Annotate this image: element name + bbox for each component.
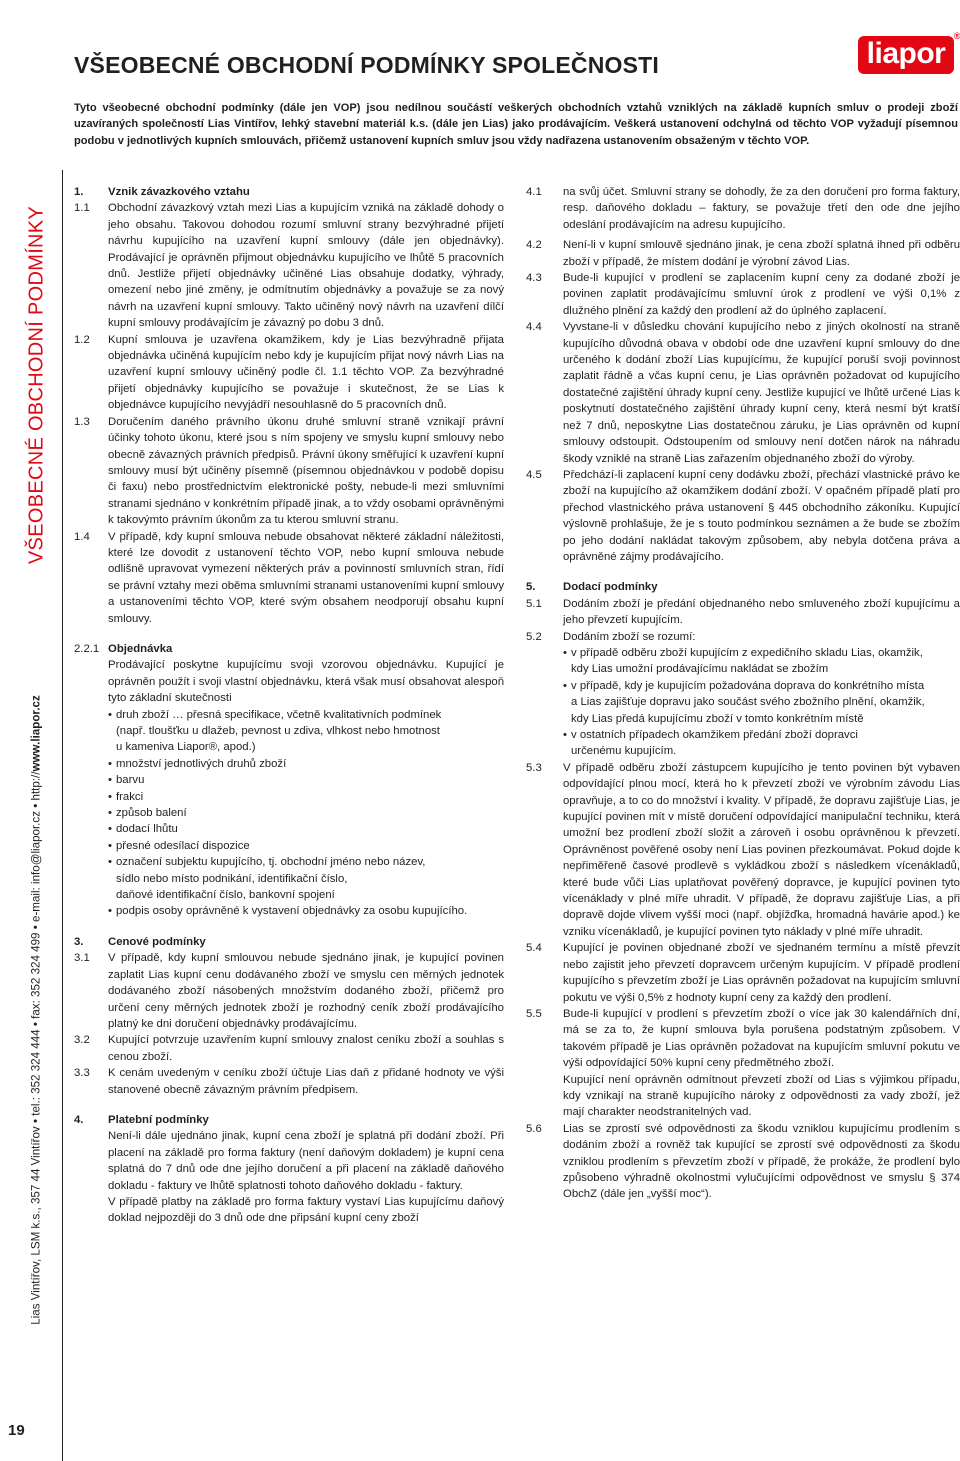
order-item-bullet: • frakci (108, 789, 504, 805)
section-4-text (74, 1128, 504, 1226)
clause-4-5 (526, 467, 960, 565)
contact-text: Lias Vintířov, LSM k.s., 357 44 Vintířov • tel.: 352 324 444 • fax: 352 324 499 • e-mail: info@liapor.cz • http:// (29, 771, 43, 1325)
clause-number: 3.2 (74, 1034, 90, 1047)
clause-text: Bude-li kupující v prodlení s převzetím zboží o více jak 30 kalendářních dní, má se za to, že kupní smlouva byla porušena podstatným způsobem. V takovém případě je Lias oprávněn požadovat na kupujícím smluvní pokutu ve výši odpovídající 50% kupní ceny předmětného zboží. (563, 1007, 960, 1070)
clause-number: 4.3 (526, 272, 542, 285)
clause-4-4 (526, 319, 960, 467)
section-number: 4. (74, 1113, 84, 1126)
spacer (74, 627, 504, 641)
clause-text: K cenám uvedeným v ceníku zboží účtuje Lias daň z přidané hodnoty ve výši stanovené obecně závazným právním předpisem. (108, 1067, 504, 1096)
clause-number: 1.4 (74, 530, 90, 543)
vertical-divider (62, 170, 63, 1461)
clause-4-1 (526, 184, 960, 233)
clause-text: Vyvstane-li v důsledku chování kupujícího nebo z jiných okolností na straně kupujícího důvodná obava v období ode dne uzavření kupní smlouvy do dne určeného k dodání zboží Lias kupujícímu, že kupující poruší svoji povinnost zaplatit řádně a včas kupní cenu, je Lias oprávněn požadovat od kupujícího dostatečné zajištění úhrady kupní ceny. Jestliže kupující ve lhůtě určené Lias k poskytnutí dostatečného zajištění úhrady kupní ceny, která nesmí být kratší než 7 dnů, neposkytne Lias dostatečnou záruku, je Lias oprávněn od kupní smlouvy odstoupit. Odstoupením od smlouvy není dotčen nárok na náhradu škody vzniklé na straně Lias zařazením objednaného zboží do výroby. (563, 321, 960, 465)
clause-text: V případě, kdy kupní smlouva nebude obsahovat některé základní náležitosti, které lze dovodit z ustanovení těchto VOP, nebo kupní smlouva nebude odlišně upravovat vymezení některých práv a povinností smluvních stran, řídí se právní vztahy mezi oběma smluvními stranami ustanoveními kupní smlouvy a ustanoveními těchto VOP, které svým obsahem neodporují obsahu kupní smlouvy. (108, 530, 504, 625)
order-item-bullet: • druh zboží … přesná specifikace, včetně kvalitativních podmínek (např. tloušťku u dlažeb, pevnost u zdiva, vlhkost nebo hmotnost u kameniva Liapor®, apod.) (108, 707, 504, 756)
clause-number: 1.2 (74, 333, 90, 346)
clause-5-2 (526, 629, 960, 760)
section-title: Vznik závazkového vztahu (108, 186, 250, 198)
clause-number: 2.2.1 (74, 642, 100, 655)
clause-number: 5.1 (526, 597, 542, 610)
order-item-bullet: • označení subjektu kupujícího, tj. obchodní jméno nebo název, sídlo nebo místo podnikání, identifikační číslo, daňové identifikační číslo, bankovní spojení (108, 854, 504, 903)
clause-5-3 (526, 760, 960, 940)
clause-4-3 (526, 270, 960, 319)
clause-text: Není-li dále ujednáno jinak, kupní cena zboží je splatná při dodání zboží. Při placení na základě pro forma faktury (není daňovým dokladem) je kupní cena splatná do 7 dnů ode dne jejího doručení a při placení na základě daňového dokladu - faktury ve lhůtě splatnosti tohoto daňového dokladu - faktury. (108, 1130, 504, 1192)
section-number: 3. (74, 935, 84, 948)
clause-text: Předchází-li zaplacení kupní ceny dodávku zboží, přechází vlastnické právo ke zboží na kupujícího až okamžikem dodání zboží. V opačném případě platí pro přechod vlastnického práva ustanovení § 445 obchodního zákoníku. Kupující výslovně prohlašuje, že je s touto podmínkou seznámen a že bude se zbožím po jeho dodání nakládat takovým způsobem, aby nebyla dotčena práva a oprávněné zájmy prodávajícího. (563, 468, 960, 563)
clause-text: Není-li v kupní smlouvě sjednáno jinak, je cena zboží splatná ihned při odběru zboží v případě, že místem dodání je výrobní závod Lias. (563, 239, 960, 268)
clause-text: V případě, kdy kupní smlouvou nebude sjednáno jinak, je kupující povinen zaplatit Lias kupní cenu dodávaného zboží ve smyslu cen měrných jednotek dodávaného zboží násobených množstvím dodaného zboží, přičemž pro určení ceny měrných jednotek zboží je rozhodný ceník zboží prodávajícího platný ke dni doručení objednávky prodávajícímu. (108, 952, 504, 1030)
clause-text: Kupní smlouva je uzavřena okamžikem, kdy je Lias bezvýhradně přijata objednávka učiněná kupujícím nebo kdy je kupujícím přijat nový návrh Lias na uzavření kupní smlouvy učiněný podle čl. 1.1 těchto VOP. Za bezvýhradné přijetí objednávky kupujícího se považuje i skutečnost, že se Lias k objednávce kupujícího nevyjádří nesouhlasně do 5 pracovních dnů. (108, 333, 504, 412)
clause-text: Dodáním zboží je předání objednaného nebo smluveného zboží kupujícímu a jeho převzetí kupujícím. (563, 597, 960, 627)
order-item-bullet: • množství jednotlivých druhů zboží (108, 756, 504, 772)
clause-5-1 (526, 596, 960, 629)
clause-number: 4.2 (526, 239, 542, 252)
clause-number: 5.3 (526, 761, 542, 774)
delivery-bullet: • v případě, kdy je kupujícím požadována doprava do konkrétního místa a Lias zajišťuje dopravu jako součást svého zbožního plnění, okamžik, kdy Lias předá kupujícímu zboží v tomto konkrétním místě (563, 678, 960, 727)
clause-1-3 (74, 414, 504, 529)
clause-number: 5.6 (526, 1122, 542, 1135)
clause-number: 4.5 (526, 468, 542, 481)
section-title: Cenové podmínky (108, 935, 206, 948)
sidebar-heading: VŠEOBECNÉ OBCHODNÍ PODMÍNKY (25, 205, 48, 565)
clause-3-1 (74, 950, 504, 1032)
clause-text: Kupující není oprávněn odmítnout převzetí zboží od Lias s výjimkou případu, kdy vznikají na straně kupujícího nároky z odpovědnosti za vady zboží, jež mají charakter neodstranitelných vad. (563, 1073, 960, 1119)
clause-text: Kupující potvrzuje uzavřením kupní smlouvy znalost ceníku zboží a souhlas s cenou zboží. (108, 1034, 504, 1063)
clause-number: 1.1 (74, 202, 90, 215)
clause-text: Kupující je povinen objednané zboží ve sjednaném termínu a místě převzít nebo zajistit jeho převzetí dopravcem určeným kupujícím. V případě prodlení kupujícího s převzetím zboží je Lias oprávněn požadovat na kupujícím smluvní pokutu ve výši 0,5% z hodnoty kupní ceny za každý den prodlení. (563, 942, 960, 1004)
clause-5-6 (526, 1121, 960, 1203)
clause-1-4 (74, 529, 504, 627)
clause-text: Dodáním zboží se rozumí: (563, 630, 696, 643)
clause-1-1 (74, 200, 504, 331)
clause-text: V případě odběru zboží zástupcem kupujícího je tento povinen být vybaven odpovídající plnou mocí, která ho k převzetí zboží ve výrobním závodu Lias opravňuje, a to co do množství i kvality. V případě, že dopravu zajišťuje Lias, je kupující povinen mít v místě doručení odpovídající manipulační techniku, která umožní bez prodlení zboží složit a zároveň i osobu oprávněnou k převzetí. Oprávněnost pověřené osoby není Lias povinen přezkoumávat. Pokud dojde k nepřiměřeně časové prodlevě s vykládkou zboží s následkem vícenákladů, které bude vůči Lias uplatňovat pověřený dopravce, je kupující povinen tyto vícenáklady v plné míře uhradit. V případě, že dopravu zajišťuje Lias, a při dopravě dojde vlivem vyšší moci (např. objížďka, hromadná havárie apod.) ke vzniku vícenákladů, je kupující povinen tyto náklady v plné míře uhradit. (563, 761, 960, 938)
clause-text: V případě platby na základě pro forma faktury vystaví Lias kupujícímu daňový doklad nejpozději do 3 dnů ode dne připsání kupní ceny zboží (108, 1195, 504, 1225)
logo-text: liapor (866, 37, 946, 70)
spacer (526, 565, 960, 579)
page-number: 19 (8, 1422, 25, 1439)
clause-text: Lias se zprostí své odpovědnosti za škodu vzniklou kupujícímu prodlením s dodáním zboží a rovněž tak kupující se zprostí své odpovědnosti za škodu vzniklou prodlením s převzetím zboží v případě, že prokáže, že prodlení bylo způsobeno výhradně okolnostmi vylučujícími odpovědnost ve smyslu § 374 ObchZ (dále jen „vyšší moc“). (563, 1122, 960, 1201)
order-item-bullet: • podpis osoby oprávněné k vystavení objednávky za osobu kupujícího. (108, 903, 504, 919)
clause-4-2 (526, 237, 960, 270)
spacer (74, 1098, 504, 1112)
clause-number: 5.4 (526, 942, 542, 955)
section-number: 1. (74, 186, 84, 198)
left-column (74, 184, 504, 1227)
section-1-heading (74, 184, 504, 200)
spacer (74, 920, 504, 934)
clause-number: 4.4 (526, 321, 542, 334)
clause-5-5 (526, 1006, 960, 1121)
clause-number: 3.1 (74, 952, 90, 965)
clause-text: Obchodní závazkový vztah mezi Lias a kupujícím vzniká na základě dohody o jeho obsahu. Takovou dohodou rozumí smluvní strany bezvýhradné přijetí návrhu kupujícího na uzavření kupní smlouvy (dále jen objednávky). Prodávající je oprávněn přijmout objednávku kupujícího ve lhůtě 5 pracovních dnů. Jestliže přijetí objednávky učiněné Lias obsahuje dodatky, výhrady, omezení nebo jiné změny, je odmítnutím objednávky a považuje se za nový návrh na uzavření kupní smlouvy. Takto učiněný nový návrh na uzavření dílčí kupní smlouvy prodávajícím je závazný po dobu 3 dnů. (108, 202, 504, 330)
clause-number: 1.3 (74, 415, 90, 428)
section-3-heading (74, 934, 504, 950)
clause-number: 5.5 (526, 1007, 542, 1020)
order-item-bullet: • barvu (108, 772, 504, 788)
clause-number: 5.2 (526, 630, 542, 643)
section-number: 5. (526, 581, 536, 594)
clause-2-2-1 (74, 641, 504, 920)
clause-5-4 (526, 940, 960, 1006)
section-5-heading (526, 579, 960, 595)
order-item-bullet: • přesné odesílací dispozice (108, 838, 504, 854)
clause-number: 3.3 (74, 1067, 90, 1080)
order-item-bullet: • dodací lhůtu (108, 821, 504, 837)
clause-text: Prodávající poskytne kupujícímu svoji vzorovou objednávku. Kupující je oprávněn použít i svoji vlastní objednávku, která však musí obsahovat alespoň tyto základní skutečnosti (108, 659, 504, 705)
clause-title: Objednávka (108, 642, 173, 655)
clause-1-2 (74, 332, 504, 414)
logo-registered-mark: ® (953, 31, 960, 41)
website-link[interactable]: www.liapor.cz (29, 695, 43, 772)
clause-number: 4.1 (526, 186, 542, 198)
right-column (526, 184, 960, 1203)
order-item-bullet: • způsob balení (108, 805, 504, 821)
clause-3-3 (74, 1065, 504, 1098)
clause-text: Doručením daného právního úkonu druhé smluvní straně vznikají právní účinky tohoto úkonu, které jsou s ním spojeny ve smyslu kupní smlouvy nebo obecně závazných právních předpisů. Právní úkony směřující k uzavření kupní smlouvy musí být učiněny písemně (písemnou objednávkou v podobě dopisu či faxu) nebo prostřednictvím elektronické pošty, nebude-li mezi smluvními stranami sjednáno v konkrétním případě jinak, a to vždy osobami oprávněnými k takovýmto právním úkonům za tu kterou smluvní stranu. (108, 415, 504, 527)
intro-paragraph: Tyto všeobecné obchodní podmínky (dále jen VOP) jsou nedílnou součástí veškerých obchodních vztahů vzniklých na základě kupních smluv o prodeji zboží uzavíraných společností Lias Vintířov, lehký stavební materiál k.s. (dále jen Lias) jako prodávajícím. Veškerá ustanovení odchylná od těchto VOP vyžadují písemnou podobu v jednotlivých kupních smlouvách, přičemž ustanovení kupních smluv jsou vždy nadřazena ustanovením obsaženým v těchto VOP. (74, 102, 958, 147)
section-4-heading (74, 1112, 504, 1128)
clause-text: Bude-li kupující v prodlení se zaplacením kupní ceny za dodané zboží je povinen zaplatit prodávajícímu smluvní úrok z prodlení ve výši 0,1% z dlužného plnění za každý den prodlení až do úplného zaplacení. (563, 272, 960, 317)
section-title: Dodací podmínky (563, 581, 658, 594)
delivery-bullet: • v případě odběru zboží kupujícím z expedičního skladu Lias, okamžik, kdy Lias umožní prodávajícímu nakládat se zbožím (563, 645, 960, 678)
liapor-logo (858, 31, 960, 74)
clause-3-2 (74, 1032, 504, 1065)
page-title: VŠEOBECNÉ OBCHODNÍ PODMÍNKY SPOLEČNOSTI (74, 52, 660, 78)
delivery-bullet: • v ostatních případech okamžikem předání zboží dopravci určenému kupujícím. (563, 727, 960, 760)
section-title: Platební podmínky (108, 1113, 209, 1126)
sidebar-contact (30, 695, 43, 1325)
clause-text: na svůj účet. Smluvní strany se dohodly, že za den doručení pro forma faktury, resp. daňového dokladu – faktury, se považuje třetí den ode dne jejího odeslání prodávajícím na adresu kupujícího. (563, 186, 960, 231)
